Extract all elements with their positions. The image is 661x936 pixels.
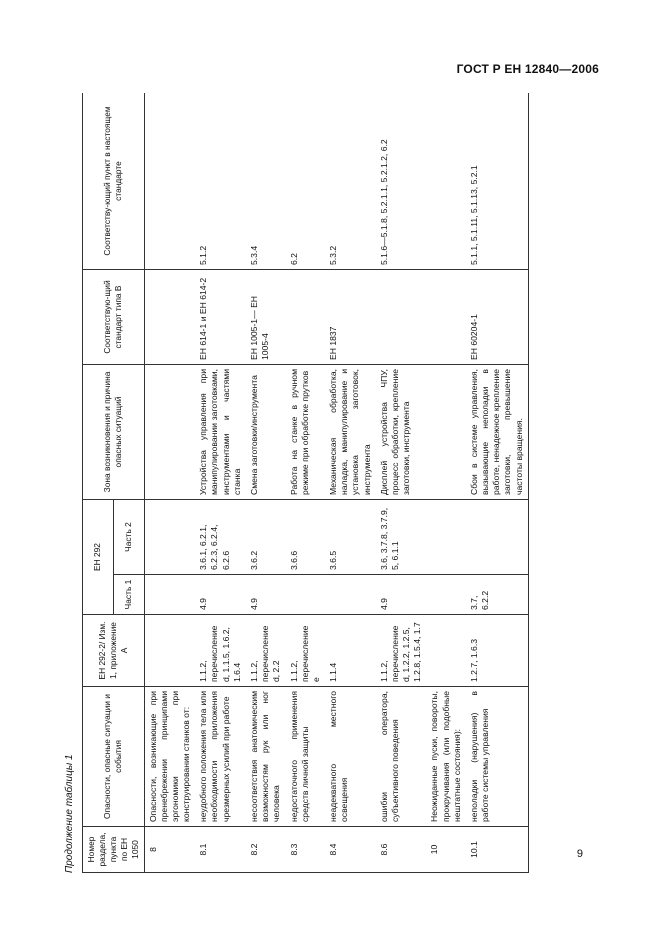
cell-standard: ЕН 60204-1 — [466, 270, 528, 365]
cell-part1: 4.9 — [246, 575, 286, 615]
cell-standard — [286, 270, 326, 365]
cell-part1 — [144, 575, 195, 615]
cell-standard: ЕН 614-1 и ЕН 614-2 — [195, 270, 246, 365]
cell-hazard: Опасности, возникающие при пренебрежении принципами эргономики при конструировании станков от: — [144, 687, 195, 827]
cell-zone: Смена заготовки/инструмента — [246, 365, 286, 500]
header-clause: Соответству-ющий пункт в настоящем стандарте — [83, 93, 145, 270]
cell-hazard: Неожиданные пуски, повороты, прокручивания (или подобные нештатные состояния): — [426, 687, 466, 827]
cell-annex: 1.1.2, перечисление e — [286, 615, 326, 687]
rotated-content — [58, 93, 598, 873]
cell-part2: 3.6.1, 6.2.1, 6.2.3, 6.2.4, 6.2.6 — [195, 500, 246, 575]
cell-clause: 5.1.2 — [195, 93, 246, 270]
cell-part1: 3.7, 6.2.2 — [466, 575, 528, 615]
cell-clause: 5.1.6—5.1.8, 5.2.1.1, 5.2.1.2, 6.2 — [376, 93, 427, 270]
cell-standard: ЕН 1837 — [325, 270, 376, 365]
cell-zone: Устройства управления при манипулировании заготовками, инструментами и частями станка — [195, 365, 246, 500]
cell-part2: 3.6, 3.7.8, 3.7.9, 5, 6.1.1 — [376, 500, 427, 575]
cell-annex: 1.2.7, 1.6.3 — [466, 615, 528, 687]
header-en292: ЕН 292 — [83, 500, 114, 615]
table-row — [286, 93, 326, 873]
cell-clause — [426, 93, 466, 270]
cell-section-number: 10.1 — [466, 827, 528, 873]
cell-part1: 4.9 — [195, 575, 246, 615]
header-zone-cause: Зона возникновения и причина опасных ситуаций — [83, 365, 145, 500]
cell-zone — [426, 365, 466, 500]
cell-annex — [426, 615, 466, 687]
header-part2: Часть 2 — [113, 500, 144, 575]
cell-hazard: недостаточного применения средств личной защиты — [286, 687, 326, 827]
table-row — [325, 93, 376, 873]
cell-zone: Сбои в системе управления, вызывающие неполадки в работе, ненадежное крепление заготовки, превышение частоты вращения. — [466, 365, 528, 500]
cell-annex: 1.1.2, перечисление d, 1.1.5, 1.6.2, 1.6.4 — [195, 615, 246, 687]
cell-part2: 3.6.2 — [246, 500, 286, 575]
cell-clause: 5.3.4 — [246, 93, 286, 270]
cell-annex: 1.1.2, перечисление d, 2.2 — [246, 615, 286, 687]
table-row — [195, 93, 246, 873]
cell-section-number: 8.6 — [376, 827, 427, 873]
cell-hazard: неполадки (нарушения) в работе системы управления — [466, 687, 528, 827]
header-type-b-standard: Соответствую-щий стандарт типа В — [83, 270, 145, 365]
cell-part1 — [325, 575, 376, 615]
cell-zone: Работа на станке в ручном режиме при обработке прутков — [286, 365, 326, 500]
table-row — [376, 93, 427, 873]
cell-zone: Дисплей устройства ЧПУ, процесс обработки, крепление заготовки, инструмента — [376, 365, 427, 500]
cell-part2 — [466, 500, 528, 575]
cell-zone — [144, 365, 195, 500]
cell-hazard: неадекватного местного освещения — [325, 687, 376, 827]
table-row — [426, 93, 466, 873]
cell-part2 — [144, 500, 195, 575]
cell-annex: 1.1.4 — [325, 615, 376, 687]
cell-part1 — [426, 575, 466, 615]
cell-annex — [144, 615, 195, 687]
cell-clause: 5.1.1, 5.1.11, 5.1.13, 5.2.1 — [466, 93, 528, 270]
cell-hazard: несоответствия анатомическим возможностям рук или ног человека — [246, 687, 286, 827]
cell-standard — [376, 270, 427, 365]
cell-clause: 5.3.2 — [325, 93, 376, 270]
cell-zone: Механическая обработка, наладка, манипулирование и установка заготовок, инструмента — [325, 365, 376, 500]
cell-section-number: 8.2 — [246, 827, 286, 873]
cell-clause: 6.2 — [286, 93, 326, 270]
cell-section-number: 10 — [426, 827, 466, 873]
cell-annex: 1.1.2, перечисление d, 1.2.2, 1.2.5, 1.2.8, 1.5.4, 1.7 — [376, 615, 427, 687]
cell-part2 — [426, 500, 466, 575]
cell-part2: 3.6.5 — [325, 500, 376, 575]
header-part1: Часть 1 — [113, 575, 144, 615]
table-header-row — [83, 93, 114, 873]
page-number: 9 — [576, 848, 583, 860]
cell-part2: 3.6.6 — [286, 500, 326, 575]
hazards-table — [82, 93, 529, 873]
cell-standard: ЕН 1005-1— ЕН 1005-4 — [246, 270, 286, 365]
table-row — [144, 93, 195, 873]
cell-clause — [144, 93, 195, 270]
cell-standard — [426, 270, 466, 365]
header-section-number: Номер раздела, пункта по ЕН 1050 — [83, 827, 145, 873]
cell-section-number: 8.3 — [286, 827, 326, 873]
cell-hazard: ошибки оператора, субъективного поведения — [376, 687, 427, 827]
cell-section-number: 8 — [144, 827, 195, 873]
cell-section-number: 8.1 — [195, 827, 246, 873]
header-hazards: Опасности, опасные ситуации и события — [83, 687, 145, 827]
cell-section-number: 8.4 — [325, 827, 376, 873]
document-header: ГОСТ Р ЕН 12840—2006 — [456, 62, 599, 76]
cell-standard — [144, 270, 195, 365]
table-continuation-caption: Продолжение таблицы 1 — [64, 754, 75, 873]
header-en292-annex: ЕН 292-2/ Изм. 1, приложение А — [83, 615, 145, 687]
table-row — [466, 93, 528, 873]
cell-part1 — [286, 575, 326, 615]
cell-part1: 4.9 — [376, 575, 427, 615]
table-row — [246, 93, 286, 873]
rotated-page-area — [58, 93, 598, 873]
cell-hazard: неудобного положения тела или необходимости приложения чрезмерных усилий при работе — [195, 687, 246, 827]
